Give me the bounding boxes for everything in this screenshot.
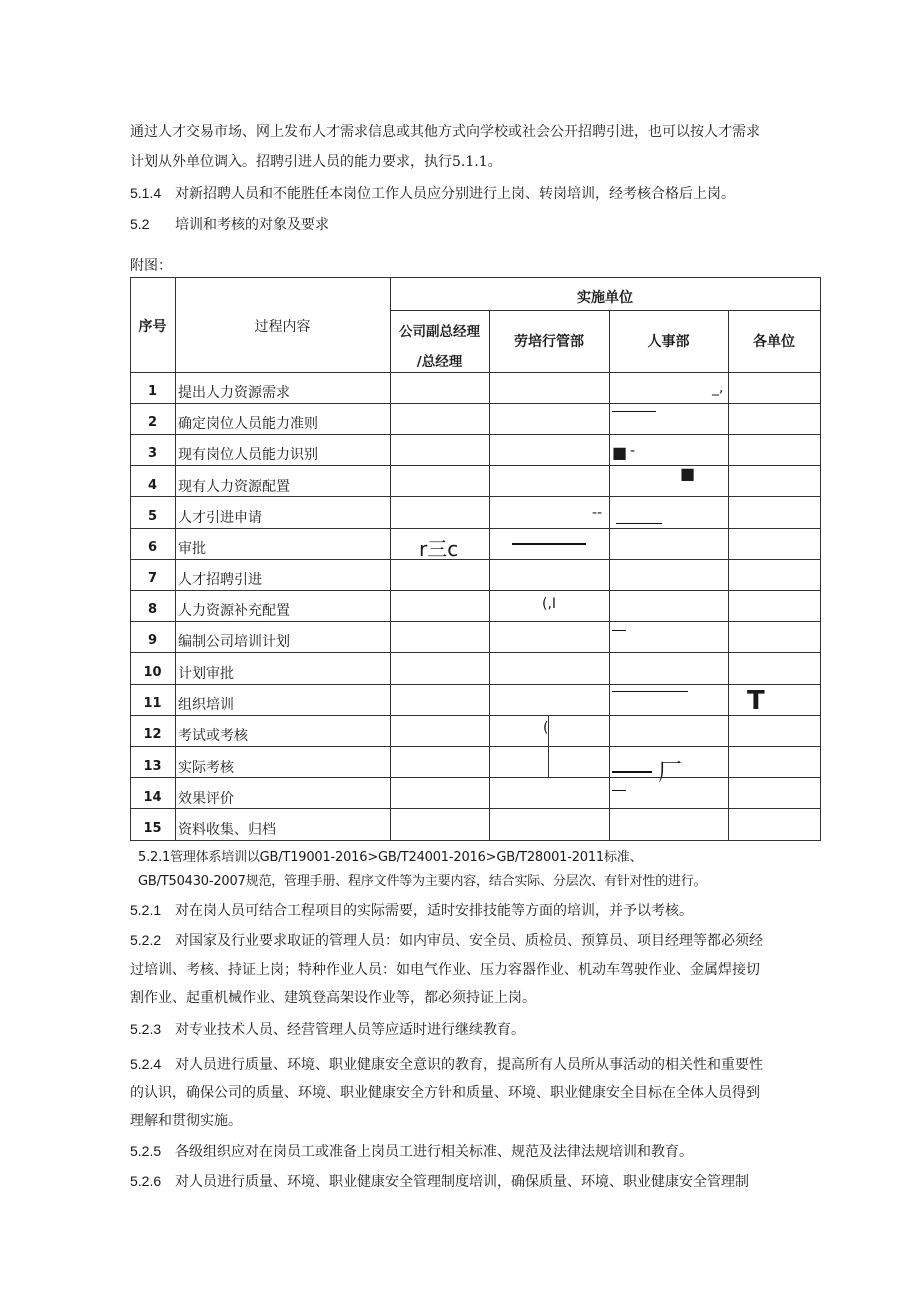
section-text: 对新招聘人员和不能胜任本岗位工作人员应分别进行上岗、转岗培训，经考核合格后上岗。 — [175, 186, 735, 202]
row-number: 8 — [147, 602, 158, 617]
paragraph-line: 过培训、考核、持证上岗；特种作业人员：如电气作业、压力容器作业、机动车驾驶作业、金属焊接切 — [130, 962, 760, 978]
section-number: 5.2 — [130, 216, 150, 232]
section-text: 各级组织应对在岗员工或准备上岗员工进行相关标准、规范及法律法规培训和教育。 — [175, 1144, 693, 1160]
table-rule — [489, 310, 490, 841]
section-5-2-3 — [130, 1019, 825, 1040]
header-company-manager-line2: /总经理 — [416, 354, 463, 370]
table-rule — [130, 684, 820, 685]
section-number: 5.2.5 — [130, 1143, 162, 1159]
header-no: 序号 — [138, 319, 167, 335]
section-number: 5.2.6 — [130, 1173, 162, 1189]
row-content: 人才招聘引进 — [178, 572, 262, 588]
flow-line — [612, 630, 626, 631]
row-content: 组织培训 — [178, 697, 234, 713]
paragraph-line: 计划从外单位调入。招聘引进人员的能力要求，执行5.1.1。 — [130, 154, 502, 170]
section-number: 5.2.2 — [130, 932, 162, 948]
section-text: 对国家及行业要求取证的管理人员：如内审员、安全员、质检员、预算员、项目经理等都必须经 — [175, 933, 763, 949]
table-rule — [130, 403, 820, 404]
header-hr-dept: 人事部 — [647, 334, 690, 350]
table-border — [130, 840, 820, 841]
paragraph-line: 割作业、起重机械作业、建筑登高架设作业等，都必须持证上岗。 — [130, 990, 536, 1006]
flow-block-icon: ■ — [680, 464, 696, 483]
section-5-2-4 — [130, 1054, 825, 1075]
section-5-2-1-standards-line2: GB/T50430-2007规范，管理手册、程序文件等为主要内容，结合实际、分层次、有针对性的进行。 — [138, 874, 707, 889]
row-number: 14 — [143, 790, 162, 805]
header-implementing-units: 实施单位 — [577, 290, 633, 306]
table-border — [820, 277, 821, 841]
table-rule — [130, 746, 820, 747]
row-number: 4 — [147, 478, 158, 493]
flow-mark-text: T — [747, 686, 765, 716]
header-company-manager-line1: 公司副总经理 — [399, 324, 480, 340]
header-each-unit: 各单位 — [753, 334, 795, 350]
row-content: 实际考核 — [178, 760, 234, 776]
table-rule — [130, 652, 820, 653]
section-text: 对在岗人员可结合工程项目的实际需要，适时安排技能等方面的培训，并予以考核。 — [175, 903, 693, 919]
row-number: 5 — [147, 509, 158, 524]
section-text: 对人员进行质量、环境、职业健康安全管理制度培训，确保质量、环境、职业健康安全管理制 — [175, 1174, 749, 1190]
row-number: 9 — [147, 633, 158, 648]
section-number: 5.2.1 — [130, 902, 162, 918]
section-text: 对专业技术人员、经营管理人员等应适时进行继续教育。 — [175, 1022, 525, 1038]
table-rule — [130, 496, 820, 497]
row-number: 3 — [147, 446, 158, 461]
section-number: 5.2.4 — [130, 1056, 162, 1072]
row-content: 确定岗位人员能力准则 — [178, 416, 318, 432]
section-5-2-6 — [130, 1171, 825, 1192]
flow-line — [616, 523, 662, 524]
paragraph-line: 通过人才交易市场、网上发布人才需求信息或其他方式向学校或社会公开招聘引进，也可以按人才需求 — [130, 124, 760, 140]
section-5-2 — [130, 214, 825, 235]
row-number: 6 — [147, 540, 158, 555]
row-content: 资料收集、归档 — [178, 822, 276, 838]
flow-mark-text: _, — [712, 380, 724, 396]
row-content: 现有岗位人员能力识别 — [178, 447, 318, 463]
section-5-1-4 — [130, 183, 825, 204]
flow-mark-text: (,I — [542, 596, 557, 612]
row-number: 12 — [143, 727, 162, 742]
paragraph-line: 理解和贯彻实施。 — [130, 1113, 242, 1129]
row-number: 15 — [143, 821, 162, 836]
table-rule — [130, 808, 820, 809]
section-number: 5.1.4 — [130, 185, 162, 201]
section-text: 对人员进行质量、环境、职业健康安全意识的教育，提高所有人员所从事活动的相关性和重要性 — [175, 1057, 763, 1073]
section-5-2-1-standards-line1: 5.2.1管理体系培训以GB/T19001-2016>GB/T24001-2016>GB/T28001-2011标准、 — [138, 850, 643, 865]
flow-line — [612, 790, 626, 791]
row-content: 效果评价 — [178, 791, 234, 807]
section-number: 5.2.3 — [130, 1021, 162, 1037]
header-process-content: 过程内容 — [254, 319, 311, 335]
row-content: 考试或考核 — [178, 728, 248, 744]
table-rule — [130, 528, 820, 529]
section-5-2-2 — [130, 930, 825, 951]
table-rule — [175, 277, 176, 841]
paragraph-line: 的认识，确保公司的质量、环境、职业健康安全方针和质量、环境、职业健康安全目标在全体人员得到 — [130, 1085, 760, 1101]
flow-mark-text: - — [630, 443, 636, 459]
table-rule — [130, 465, 820, 466]
row-number: 7 — [147, 571, 158, 586]
flow-mark-text: 厂 — [658, 758, 682, 786]
row-number: 1 — [147, 384, 158, 399]
table-rule — [390, 310, 820, 311]
row-number: 10 — [143, 665, 162, 680]
flow-line — [612, 411, 656, 412]
table-rule — [130, 434, 820, 435]
table-border — [130, 277, 820, 278]
section-5-2-1 — [130, 900, 825, 921]
table-rule — [130, 621, 820, 622]
table-rule — [130, 777, 820, 778]
table-rule — [609, 310, 610, 841]
row-content: 审批 — [178, 541, 206, 557]
flow-line — [612, 691, 688, 692]
row-number: 11 — [143, 696, 162, 711]
flow-mark-text: r三c — [419, 537, 459, 561]
flow-mark-text: ( — [543, 720, 549, 736]
flow-block-icon: ■ — [612, 443, 628, 462]
header-labor-dept: 劳培行管部 — [514, 334, 584, 350]
section-heading: 培训和考核的对象及要求 — [175, 217, 329, 233]
flow-line — [612, 771, 652, 773]
flow-line — [512, 543, 586, 545]
row-content: 人力资源补充配置 — [178, 603, 290, 619]
table-rule — [130, 715, 820, 716]
row-content: 计划审批 — [178, 666, 234, 682]
table-border — [130, 277, 131, 841]
row-content: 现有人力资源配置 — [178, 479, 290, 495]
row-content: 提出人力资源需求 — [178, 385, 290, 401]
table-rule — [130, 559, 820, 560]
row-number: 13 — [143, 759, 162, 774]
row-content: 编制公司培训计划 — [178, 634, 290, 650]
row-content: 人才引进申请 — [178, 510, 262, 526]
flow-mark-text: -- — [592, 505, 603, 521]
table-rule — [130, 372, 820, 373]
figure-label: 附图： — [130, 258, 172, 274]
section-5-2-5 — [130, 1141, 825, 1162]
table-rule — [130, 590, 820, 591]
table-rule — [728, 310, 729, 841]
row-number: 2 — [147, 415, 158, 430]
